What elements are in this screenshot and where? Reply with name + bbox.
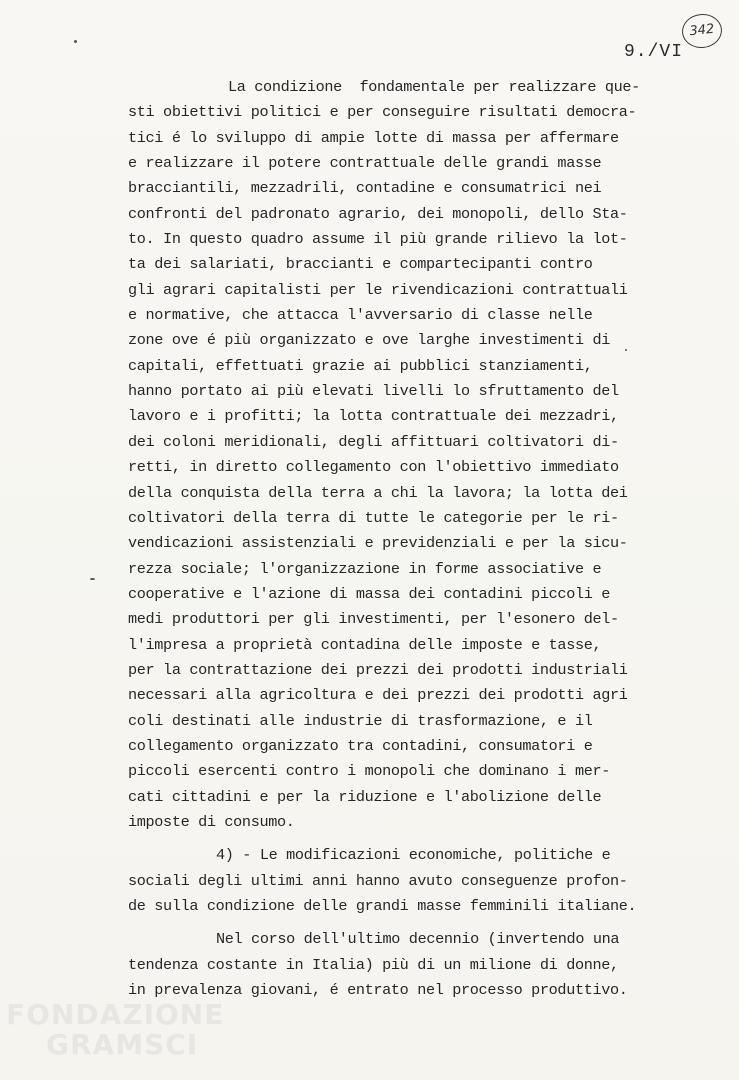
text-line: dei coloni meridionali, degli affittuari coltivatori di- (128, 432, 619, 451)
text-line: capitali, effettuati grazie ai pubblici stanziamenti, (128, 356, 593, 375)
text-line: vendicazioni assistenziali e previdenziali e per la sicu- (128, 534, 628, 553)
watermark-line: FONDAZIONE (6, 998, 225, 1031)
text-line: confronti del padronato agrario, dei monopoli, dello Sta- (128, 204, 628, 223)
archive-stamp (680, 12, 723, 50)
text-line: lavoro e i profitti; la lotta contrattuale dei mezzadri, (128, 407, 619, 426)
text-line: retti, in diretto collegamento con l'obiettivo immediato (128, 458, 619, 477)
text-line: cati cittadini e per la riduzione e l'abolizione delle (128, 787, 602, 806)
text-line: necessari alla agricoltura e dei prezzi dei prodotti agri (128, 686, 628, 705)
text-line: 4) - Le modificazioni economiche, politiche e (216, 846, 611, 865)
text-line: sociali degli ultimi anni hanno avuto conseguenze profon- (128, 871, 628, 890)
text-line: La condizione fondamentale per realizzare que- (228, 78, 640, 96)
text-line: gli agrari capitalisti per le rivendicazioni contrattuali (128, 280, 628, 299)
text-line: sti obiettivi politici e per conseguire risultati democra- (128, 103, 637, 122)
text-line: piccoli esercenti contro i monopoli che dominano i mer- (128, 762, 611, 781)
text-line: zone ove é più organizzato e ove larghe investimenti di (128, 331, 611, 350)
text-line: hanno portato ai più elevati livelli lo sfruttamento del (128, 382, 619, 401)
text-line: collegamento organizzato tra contadini, consumatori e (128, 736, 593, 755)
watermark (6, 1000, 224, 1060)
text-line: coltivatori della terra di tutte le categorie per le ri- (128, 508, 619, 527)
speck-mark (74, 40, 77, 43)
text-line: tendenza costante in Italia) più di un milione di donne, (128, 955, 619, 974)
text-line: l'impresa a proprietà contadina delle imposte e tasse, (128, 635, 602, 654)
stamp-number: 342 (688, 21, 716, 40)
text-line: coli destinati alle industrie di trasformazione, e il (128, 711, 593, 730)
text-line: ta dei salariati, braccianti e compartecipanti contro (128, 255, 593, 274)
text-line: Nel corso dell'ultimo decennio (invertendo una (216, 930, 620, 949)
text-line: della conquista della terra a chi la lavora; la lotta dei (128, 483, 628, 502)
speck-mark (90, 578, 95, 580)
text-line: tici é lo sviluppo di ampie lotte di massa per affermare (128, 128, 619, 147)
document-body (128, 75, 728, 1003)
text-line: per la contrattazione dei prezzi dei prodotti industriali (128, 660, 628, 679)
text-line: to. In questo quadro assume il più grande rilievo la lot- (128, 230, 628, 249)
text-line: e normative, che attacca l'avversario di classe nelle (128, 306, 593, 325)
watermark-line: GRAMSCI (46, 1028, 199, 1061)
text-line: in prevalenza giovani, é entrato nel processo produttivo. (128, 981, 628, 1000)
text-line: e realizzare il potere contrattuale delle grandi masse (128, 154, 602, 173)
text-line: medi produttori per gli investimenti, per l'esonero del- (128, 610, 619, 629)
page-number: 9./VI (624, 42, 684, 62)
text-line: bracciantili, mezzadrili, contadine e consumatrici nei (128, 179, 602, 198)
text-line: de sulla condizione delle grandi masse femminili italiane. (128, 897, 637, 915)
text-line: imposte di consumo. (128, 812, 295, 831)
text-line: cooperative e l'azione di massa dei contadini piccoli e (128, 584, 611, 603)
text-line: rezza sociale; l'organizzazione in forme associative e (128, 559, 602, 578)
